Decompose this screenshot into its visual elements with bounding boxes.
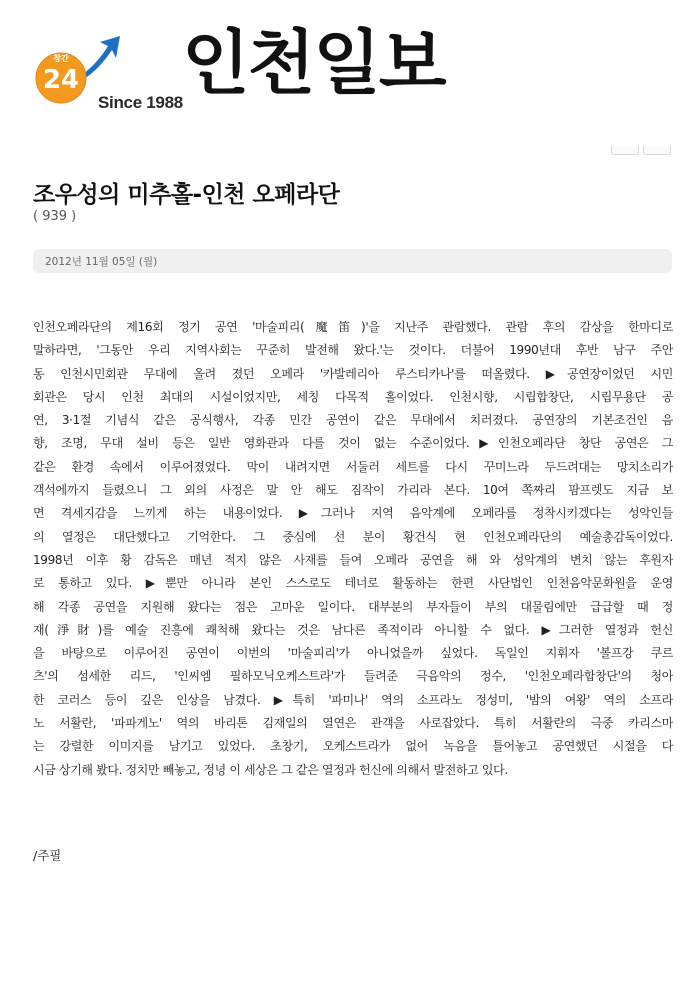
article-line: 연, 3·1절 기념식 같은 공식행사, 각종 민간 공연이 같은 무대에서 치러졌다. 공연장의 기본조건인 음 — [33, 413, 673, 428]
badge-label: 창간 — [53, 54, 69, 63]
publish-date: 2012년 11월 05일 (월) — [45, 256, 158, 268]
article-line: 1998년 이후 황 감독은 매년 적지 않은 사재를 들여 오페라 공연을 해 와 성악계의 변치 않는 후원자 — [33, 552, 673, 567]
article-line: 말하라면, '그동안 우리 지역사회는 꾸준히 발전해 왔다.'는 것이다. 더불어 1990년대 후반 남구 주안 — [33, 343, 673, 358]
toolbar-button-right[interactable] — [643, 146, 671, 155]
badge-number: 24 — [42, 65, 80, 95]
byline: /주필 — [33, 848, 62, 863]
article-line: 시금 상기해 봤다. 정치만 빼놓고, 정녕 이 세상은 그 같은 열정과 헌신에 의해서 발전하고 있다. — [33, 762, 508, 777]
article-title: 조우성의 미추홀-인천 오페라단 — [33, 182, 340, 208]
article-line: 동 인천시민회관 무대에 올려 졌던 오페라 '카발레리아 루스티카나'를 떠올렸다. ▶공연장이었던 시민 — [33, 366, 673, 381]
article-line: 츠'의 섬세한 리드, '인씨엠 필하모닉오케스트라'가 들려준 극음악의 정수, '인천오페라합창단'의 청아 — [33, 669, 673, 684]
since-label: Since 1988 — [98, 93, 183, 112]
article-line: 의 열정은 대단했다고 기억한다. 그 중심에 선 분이 황건식 현 인천오페라단의 예술총감독이었다. — [33, 529, 673, 544]
article-line: 회관은 당시 인천 최대의 시설이었지만, 세칭 다목적 홀이었다. 인천시향, 시립합창단, 시립무용단 공 — [33, 389, 673, 404]
masthead — [0, 0, 700, 140]
article-line: 객석에까지 들렸으니 그 외의 사정은 말 안 해도 짐작이 가리라 본다. 10여 쪽짜리 팜프렛도 지금 보 — [33, 483, 673, 498]
article-line: 향, 조명, 무대 설비 등은 일반 영화관과 다를 것이 없는 수준이었다.▶인천오페라단 창단 공연은 그 — [33, 436, 673, 451]
toolbar-button-left[interactable] — [611, 146, 639, 155]
article-line: 인천오페라단의 제16회 정기 공연 '마술피리(魔笛)'을 지난주 관람했다. 관람 후의 감상을 한마디로 — [33, 320, 673, 334]
article-subtitle: ( 939 ) — [33, 209, 77, 224]
article-line: 을 바탕으로 이루어진 공연이 이번의 '마술피리'가 아니었을까 싶었다. 독일인 지휘자 '볼프강 쿠르 — [33, 646, 673, 661]
date-bar — [33, 249, 672, 273]
article-line: 해 각종 공연을 지원해 왔다는 점은 고마운 일이다. 대부분의 부자들이 부의 대물림에만 급급할 때 정 — [33, 599, 673, 614]
brand-logo-text: 인천일보 — [182, 22, 445, 104]
article-line: 로 통하고 있다. ▶뿐만 아니라 본인 스스로도 테너로 활동하는 한편 사단법인 인천음악문화원을 운영 — [33, 576, 673, 591]
article-line: 는 강렬한 이미지를 남기고 있었다. 초창기, 오케스트라가 없어 녹음을 틀어놓고 공연했던 시절을 다 — [33, 739, 673, 754]
article-body — [33, 316, 673, 782]
article-line: 한 코러스 등이 깊은 인상을 남겼다. ▶특히 '파미나' 역의 소프라노 정성미, '밤의 여왕' 역의 소프라 — [33, 692, 673, 707]
article-line: 면 격세지감을 느끼게 하는 내용이었다. ▶그러나 지역 음악계에 오페라를 정착시키겠다는 성악인들 — [33, 506, 673, 521]
article-line: 재(淨財)를 예술 진흥에 쾌척해 왔다는 것은 남다른 족적이라 아니할 수 없다. ▶그러한 열정과 헌신 — [33, 622, 673, 637]
article-line: 노 서활란, '파파게노' 역의 바리톤 김재일의 열연은 관객을 사로잡았다. 특히 서활란의 극중 카리스마 — [33, 716, 673, 731]
article-line: 같은 환경 속에서 이루어졌었다. 막이 내려지면 서둘러 세트를 다시 꾸미느라 두드려대는 망치소리가 — [33, 459, 673, 474]
